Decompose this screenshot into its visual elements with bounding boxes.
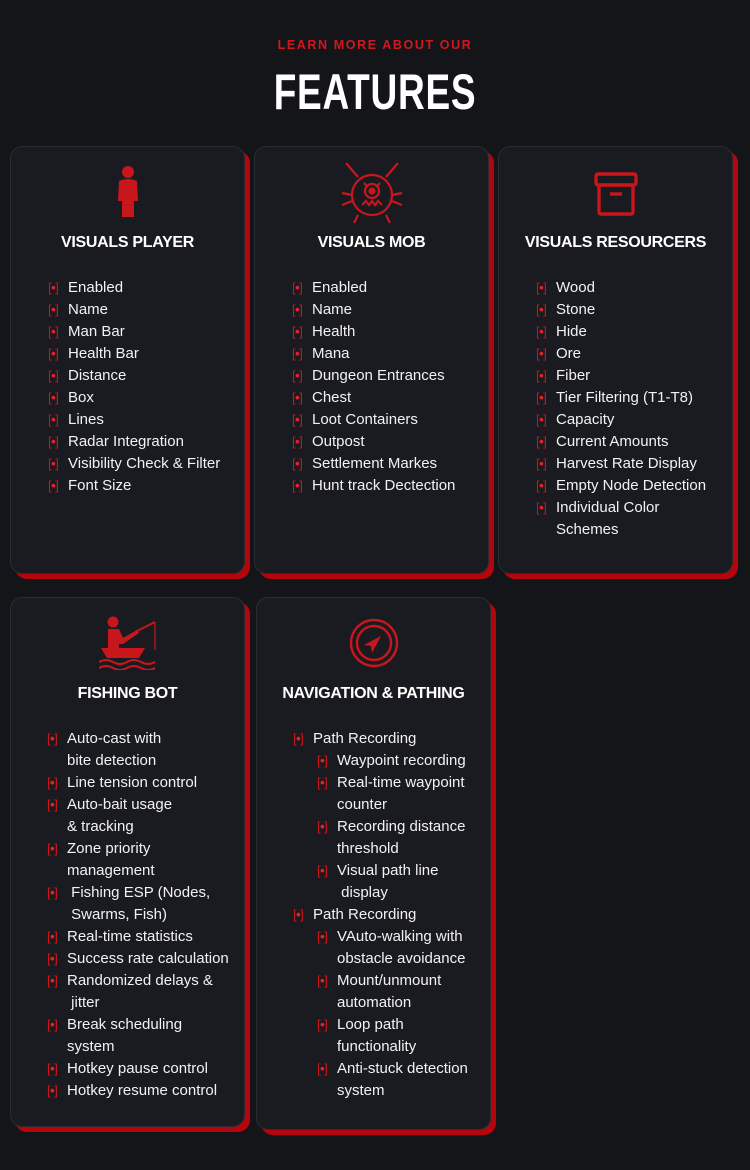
feature-label-cont: management — [67, 862, 155, 879]
feature-label: Chest — [312, 389, 352, 406]
feature-item — [536, 299, 706, 321]
box-icon — [499, 171, 732, 227]
bullet-icon: [•] — [292, 368, 303, 383]
feature-label: Mount/unmount — [337, 972, 442, 989]
feature-label-cont: threshold — [337, 840, 399, 857]
feature-label: Empty Node Detection — [556, 477, 707, 494]
feature-list — [293, 728, 468, 1102]
feature-label: Capacity — [556, 411, 615, 428]
feature-item — [292, 365, 455, 387]
bullet-icon: [•] — [47, 1083, 58, 1098]
bullet-icon: [•] — [292, 324, 303, 339]
feature-label-cont: obstacle avoidance — [337, 950, 466, 967]
feature-label-cont: display — [337, 884, 388, 901]
feature-item — [47, 728, 229, 772]
feature-list — [536, 277, 706, 541]
bullet-icon: [•] — [293, 731, 304, 746]
feature-list — [48, 277, 220, 497]
feature-item — [47, 948, 229, 970]
feature-item — [536, 475, 706, 497]
feature-label: Wood — [556, 279, 595, 296]
bullet-icon: [•] — [317, 863, 328, 878]
bullet-icon: [•] — [47, 1061, 58, 1076]
feature-list — [47, 728, 229, 1102]
bullet-icon: [•] — [317, 1017, 328, 1032]
feature-label: Visibility Check & Filter — [68, 455, 221, 472]
bullet-icon: [•] — [47, 973, 58, 988]
bullet-icon: [•] — [292, 390, 303, 405]
bullet-icon: [•] — [536, 478, 547, 493]
feature-item — [47, 1014, 229, 1058]
bullet-icon: [•] — [48, 456, 59, 471]
card-fishing-bot — [10, 597, 245, 1127]
feature-label-cont: & tracking — [67, 818, 134, 835]
bullet-icon: [•] — [292, 346, 303, 361]
feature-label: Hunt track Dectection — [312, 477, 456, 494]
feature-label: Font Size — [68, 477, 132, 494]
feature-item — [48, 475, 220, 497]
feature-item — [292, 453, 455, 475]
card-title: VISUALS RESOURCERS — [524, 234, 707, 251]
feature-item — [292, 475, 455, 497]
feature-item — [48, 409, 220, 431]
feature-item — [47, 1080, 229, 1102]
feature-item — [48, 453, 220, 475]
feature-label: Fishing ESP (Nodes, — [67, 884, 211, 901]
feature-item — [48, 365, 220, 387]
bullet-icon: [•] — [48, 478, 59, 493]
feature-label: Tier Filtering (T1-T8) — [556, 389, 693, 406]
feature-item — [317, 970, 468, 1014]
feature-label: Anti-stuck detection — [337, 1060, 468, 1077]
feature-item — [536, 409, 706, 431]
feature-item — [48, 277, 220, 299]
feature-label: Path Recording — [313, 906, 417, 923]
bullet-icon: [•] — [47, 885, 58, 900]
feature-label: Path Recording — [313, 730, 417, 747]
bullet-icon: [•] — [47, 951, 58, 966]
card-visuals-mob — [254, 146, 489, 574]
feature-label: Outpost — [312, 433, 365, 450]
card-visuals-player — [10, 146, 245, 574]
feature-label: Fiber — [556, 367, 591, 384]
feature-item — [47, 772, 229, 794]
bullet-icon: [•] — [48, 324, 59, 339]
bullet-icon: [•] — [47, 1017, 58, 1032]
feature-item — [317, 860, 468, 904]
feature-label: Man Bar — [68, 323, 125, 340]
feature-item — [48, 343, 220, 365]
person-icon — [11, 165, 244, 221]
bullet-icon: [•] — [48, 390, 59, 405]
feature-label: Recording distance — [337, 818, 466, 835]
feature-item — [47, 926, 229, 948]
feature-label-cont: jitter — [67, 994, 100, 1011]
feature-item — [47, 794, 229, 838]
feature-item — [536, 365, 706, 387]
bullet-icon: [•] — [536, 368, 547, 383]
feature-label-cont: system — [337, 1082, 385, 1099]
feature-item — [317, 750, 468, 772]
card-navigation-pathing — [256, 597, 491, 1130]
feature-item — [293, 728, 468, 750]
bullet-icon: [•] — [47, 731, 58, 746]
bullet-icon: [•] — [536, 456, 547, 471]
feature-item — [536, 321, 706, 343]
feature-label: Hotkey resume control — [67, 1082, 218, 1099]
fisherman-icon — [11, 616, 244, 672]
feature-label: VAuto-walking with — [337, 928, 463, 945]
feature-item — [47, 1058, 229, 1080]
feature-item — [47, 882, 229, 926]
feature-label: Auto-bait usage — [67, 796, 173, 813]
feature-item — [292, 321, 455, 343]
feature-item — [292, 343, 455, 365]
feature-item — [292, 387, 455, 409]
bullet-icon: [•] — [317, 929, 328, 944]
feature-item — [536, 431, 706, 453]
feature-label: Loot Containers — [312, 411, 418, 428]
feature-label: Success rate calculation — [67, 950, 229, 967]
feature-item — [317, 1058, 468, 1102]
feature-label: Current Amounts — [556, 433, 669, 450]
bullet-icon: [•] — [317, 819, 328, 834]
feature-label-cont: counter — [337, 796, 388, 813]
bullet-icon: [•] — [317, 775, 328, 790]
feature-label-cont: Swarms, Fish) — [67, 906, 168, 923]
bullet-icon: [•] — [317, 973, 328, 988]
bullet-icon: [•] — [536, 280, 547, 295]
feature-item — [317, 816, 468, 860]
compass-icon — [257, 618, 490, 674]
feature-label-cont: Schemes — [556, 521, 619, 538]
bullet-icon: [•] — [536, 412, 547, 427]
feature-item — [292, 299, 455, 321]
bullet-icon: [•] — [536, 346, 547, 361]
bullet-icon: [•] — [292, 412, 303, 427]
feature-label-cont: automation — [337, 994, 412, 1011]
feature-label: Mana — [312, 345, 350, 362]
feature-item — [536, 497, 706, 541]
feature-label: Break scheduling — [67, 1016, 183, 1033]
bullet-icon: [•] — [293, 907, 304, 922]
feature-item — [536, 277, 706, 299]
bullet-icon: [•] — [47, 841, 58, 856]
feature-item — [317, 1014, 468, 1058]
feature-item — [48, 321, 220, 343]
monster-icon — [255, 161, 488, 217]
bullet-icon: [•] — [292, 302, 303, 317]
feature-label: Ore — [556, 345, 582, 362]
feature-label: Health Bar — [68, 345, 139, 362]
bullet-icon: [•] — [48, 434, 59, 449]
feature-label: Loop path — [337, 1016, 404, 1033]
feature-item — [536, 343, 706, 365]
feature-label: Lines — [68, 411, 104, 428]
feature-label: Enabled — [312, 279, 368, 296]
feature-label: Real-time statistics — [67, 928, 193, 945]
bullet-icon: [•] — [47, 775, 58, 790]
bullet-icon: [•] — [536, 390, 547, 405]
feature-label: Randomized delays & — [67, 972, 213, 989]
feature-label: Name — [68, 301, 109, 318]
bullet-icon: [•] — [48, 280, 59, 295]
feature-label: Zone priority — [67, 840, 151, 857]
bullet-icon: [•] — [47, 797, 58, 812]
bullet-icon: [•] — [292, 456, 303, 471]
bullet-icon: [•] — [317, 1061, 328, 1076]
bullet-icon: [•] — [47, 929, 58, 944]
bullet-icon: [•] — [536, 324, 547, 339]
bullet-icon: [•] — [292, 478, 303, 493]
bullet-icon: [•] — [536, 500, 547, 515]
bullet-icon: [•] — [317, 753, 328, 768]
bullet-icon: [•] — [48, 368, 59, 383]
feature-label: Line tension control — [67, 774, 198, 791]
feature-item — [292, 431, 455, 453]
feature-label-cont: system — [67, 1038, 115, 1055]
feature-label: Dungeon Entrances — [312, 367, 445, 384]
feature-label: Harvest Rate Display — [556, 455, 697, 472]
feature-label: Stone — [556, 301, 596, 318]
feature-label: Visual path line — [337, 862, 439, 879]
card-title: FISHING BOT — [77, 685, 178, 702]
feature-list — [292, 277, 455, 497]
feature-item — [292, 277, 455, 299]
bullet-icon: [•] — [48, 302, 59, 317]
feature-item — [293, 904, 468, 926]
feature-label: Hide — [556, 323, 587, 340]
feature-label-cont: functionality — [337, 1038, 417, 1055]
bullet-icon: [•] — [48, 346, 59, 361]
feature-item — [292, 409, 455, 431]
feature-label: Box — [68, 389, 94, 406]
feature-label: Name — [312, 301, 353, 318]
feature-item — [536, 453, 706, 475]
feature-item — [48, 299, 220, 321]
feature-label: Individual Color — [556, 499, 660, 516]
card-title: NAVIGATION & PATHING — [282, 685, 465, 702]
feature-label-cont: bite detection — [67, 752, 157, 769]
card-title: VISUALS MOB — [317, 234, 426, 251]
feature-item — [48, 431, 220, 453]
eyebrow-text: LEARN MORE ABOUT OUR — [277, 38, 473, 52]
feature-item — [317, 772, 468, 816]
feature-label: Auto-cast with — [67, 730, 162, 747]
feature-label: Settlement Markes — [312, 455, 438, 472]
feature-label: Hotkey pause control — [67, 1060, 208, 1077]
page-title: FEATURES — [273, 64, 477, 120]
bullet-icon: [•] — [292, 434, 303, 449]
bullet-icon: [•] — [536, 434, 547, 449]
feature-label: Radar Integration — [68, 433, 184, 450]
feature-item — [536, 387, 706, 409]
bullet-icon: [•] — [536, 302, 547, 317]
card-title: VISUALS PLAYER — [60, 234, 195, 251]
feature-label: Health — [312, 323, 356, 340]
feature-label: Enabled — [68, 279, 124, 296]
feature-label: Distance — [68, 367, 127, 384]
feature-item — [317, 926, 468, 970]
bullet-icon: [•] — [48, 412, 59, 427]
card-visuals-resourcers — [498, 146, 733, 574]
bullet-icon: [•] — [292, 280, 303, 295]
feature-item — [47, 838, 229, 882]
feature-item — [48, 387, 220, 409]
feature-label: Real-time waypoint — [337, 774, 465, 791]
feature-label: Waypoint recording — [337, 752, 466, 769]
feature-item — [47, 970, 229, 1014]
